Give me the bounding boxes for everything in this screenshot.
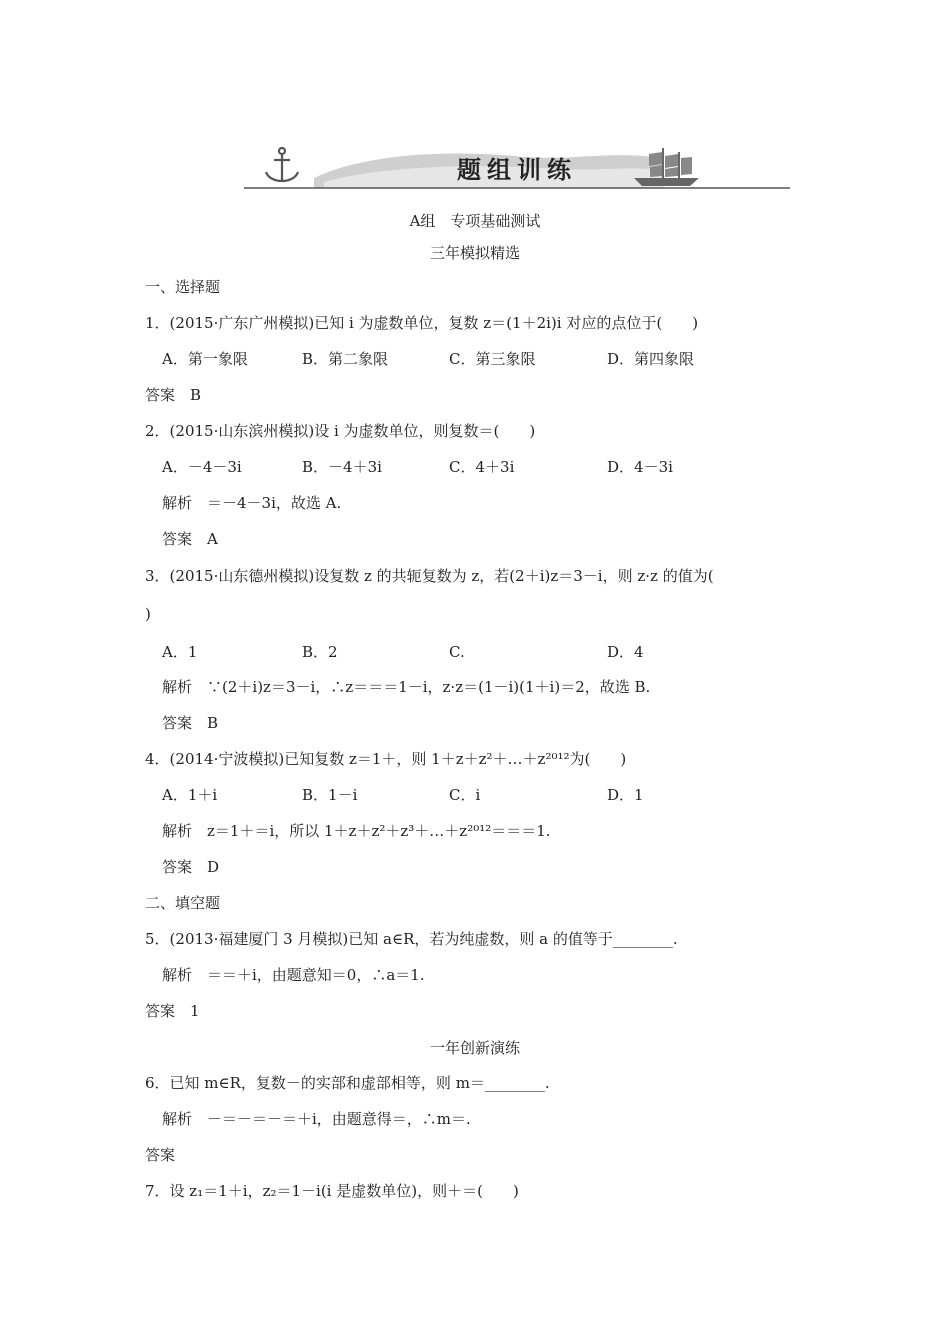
part-choice-heading: 一、选择题 bbox=[145, 278, 221, 296]
q5-analysis: 解析 ＝＝＋i，由题意知＝0，∴a＝1. bbox=[162, 966, 425, 984]
group-title: A组 专项基础测试 bbox=[409, 212, 541, 230]
q3-option-d: D．4 bbox=[607, 643, 644, 661]
section-title-innovation: 一年创新演练 bbox=[429, 1039, 520, 1057]
q1-option-c: C．第三象限 bbox=[449, 350, 536, 368]
q4-stem: 4．(2014·宁波模拟)已知复数 z＝1＋，则 1＋z＋z²＋…＋z²⁰¹²为( ) bbox=[145, 750, 627, 768]
q1-stem: 1．(2015·广东广州模拟)已知 i 为虚数单位，复数 z＝(1＋2i)i 对应的点位于( ) bbox=[145, 314, 699, 332]
q3-stem: 3．(2015·山东德州模拟)设复数 z 的共轭复数为 z，若(2＋i)z＝3－i，则 z·z 的值为( bbox=[145, 567, 714, 585]
q4-analysis: 解析 z＝1＋＝i，所以 1＋z＋z²＋z³＋…＋z²⁰¹²＝＝＝1. bbox=[162, 822, 551, 840]
q2-option-b: B．－4＋3i bbox=[302, 458, 382, 476]
q4-answer: 答案 D bbox=[162, 858, 220, 876]
part-fill-heading: 二、填空题 bbox=[145, 894, 221, 912]
q4-option-b: B．1－i bbox=[302, 786, 358, 804]
q2-option-d: D．4－3i bbox=[607, 458, 673, 476]
section-title-simulation: 三年模拟精选 bbox=[429, 244, 520, 262]
q1-option-d: D．第四象限 bbox=[607, 350, 695, 368]
section-banner bbox=[244, 140, 790, 192]
q5-answer: 答案 1 bbox=[145, 1002, 200, 1020]
q3-option-c: C. bbox=[449, 643, 465, 661]
q4-option-c: C．i bbox=[449, 786, 481, 804]
q2-option-c: C．4＋3i bbox=[449, 458, 515, 476]
q4-option-a: A．1＋i bbox=[162, 786, 218, 804]
q6-analysis: 解析 －＝－＝－＝＋i，由题意得＝，∴m＝. bbox=[162, 1110, 471, 1128]
banner-title: 题组训练 bbox=[457, 156, 577, 184]
q2-answer: 答案 A bbox=[162, 530, 218, 548]
q1-answer: 答案 B bbox=[145, 386, 202, 404]
q2-stem: 2．(2015·山东滨州模拟)设 i 为虚数单位，则复数＝( ) bbox=[145, 422, 536, 440]
q5-stem: 5．(2013·福建厦门 3 月模拟)已知 a∈R，若为纯虚数，则 a 的值等于________. bbox=[145, 930, 678, 948]
q3-stem-continued: ) bbox=[145, 605, 151, 623]
q1-option-b: B．第二象限 bbox=[302, 350, 389, 368]
q6-answer: 答案 bbox=[145, 1146, 176, 1164]
q3-answer: 答案 B bbox=[162, 714, 219, 732]
q2-option-a: A．－4－3i bbox=[162, 458, 242, 476]
q6-stem: 6．已知 m∈R，复数－的实部和虚部相等，则 m＝________. bbox=[145, 1074, 550, 1092]
q3-option-a: A．1 bbox=[162, 643, 198, 661]
q2-analysis: 解析 ＝－4－3i，故选 A. bbox=[162, 494, 342, 512]
q4-option-d: D．1 bbox=[607, 786, 644, 804]
q7-stem: 7．设 z₁＝1＋i，z₂＝1－i(i 是虚数单位)，则＋＝( ) bbox=[145, 1182, 519, 1200]
q3-analysis: 解析 ∵(2＋i)z＝3－i，∴z＝＝＝1－i，z·z＝(1－i)(1＋i)＝2，故选 B. bbox=[162, 678, 651, 696]
q1-option-a: A．第一象限 bbox=[162, 350, 248, 368]
q3-option-b: B．2 bbox=[302, 643, 338, 661]
